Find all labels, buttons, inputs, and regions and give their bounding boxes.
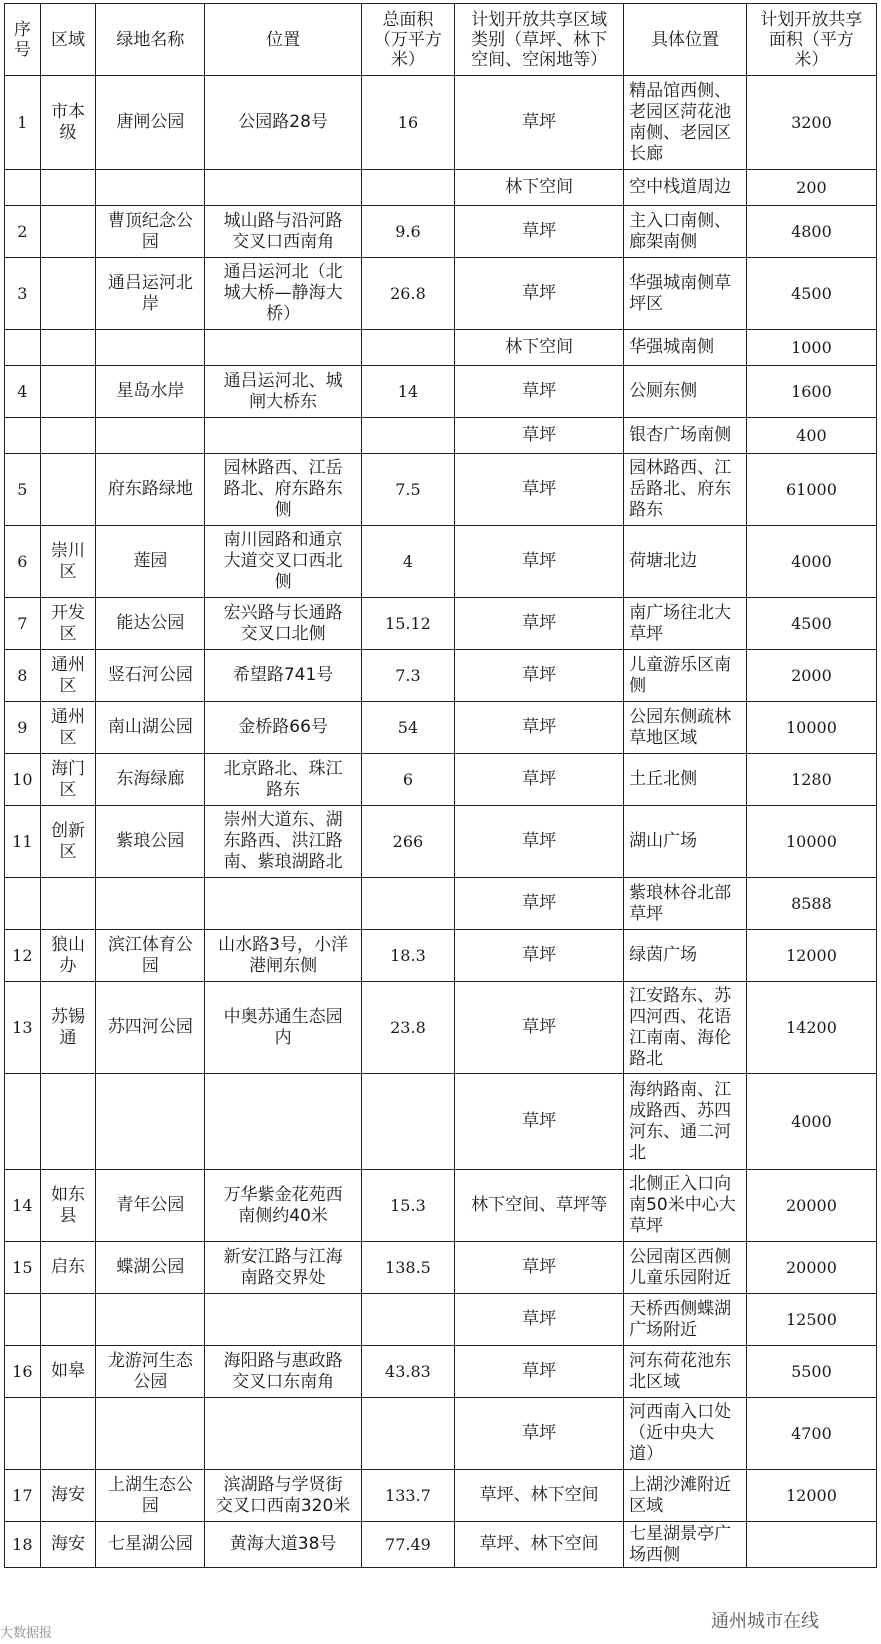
cell-share: 4800 bbox=[746, 206, 876, 258]
cell-area bbox=[361, 1074, 454, 1170]
cell-location: 宏兴路与长通路 交叉口北侧 bbox=[205, 598, 361, 650]
cell-area: 18.3 bbox=[361, 930, 454, 982]
cell-location: 中奥苏通生态园 内 bbox=[205, 982, 361, 1074]
cell-region bbox=[40, 170, 96, 206]
cell-idx: 3 bbox=[5, 258, 41, 330]
cell-spec: 河西南入口处 （近中央大 道） bbox=[624, 1398, 747, 1470]
cell-idx: 18 bbox=[5, 1522, 41, 1568]
cell-share: 12500 bbox=[746, 1294, 876, 1346]
cell-idx: 2 bbox=[5, 206, 41, 258]
cell-location: 北京路北、珠江 路东 bbox=[205, 754, 361, 806]
cell-area bbox=[361, 1294, 454, 1346]
cell-category: 草坪 bbox=[455, 418, 624, 454]
table-row bbox=[5, 258, 877, 330]
cell-area bbox=[361, 330, 454, 366]
table-row bbox=[5, 330, 877, 366]
table-row bbox=[5, 1294, 877, 1346]
cell-name: 七星湖公园 bbox=[96, 1522, 205, 1568]
cell-location bbox=[205, 1294, 361, 1346]
cell-idx: 14 bbox=[5, 1170, 41, 1242]
cell-idx: 13 bbox=[5, 982, 41, 1074]
cell-location bbox=[205, 1398, 361, 1470]
table-row bbox=[5, 454, 877, 526]
cell-location: 通吕运河北、城 闸大桥东 bbox=[205, 366, 361, 418]
table-row bbox=[5, 982, 877, 1074]
cell-region: 海安 bbox=[40, 1470, 96, 1522]
cell-name bbox=[96, 1074, 205, 1170]
cell-area: 26.8 bbox=[361, 258, 454, 330]
cell-idx: 8 bbox=[5, 650, 41, 702]
cell-area: 7.5 bbox=[361, 454, 454, 526]
cell-category: 草坪 bbox=[455, 650, 624, 702]
table-body bbox=[5, 76, 877, 1568]
cell-spec: 江安路东、苏 四河西、花语 江南南、海伦 路北 bbox=[624, 982, 747, 1074]
cell-region: 开发 区 bbox=[40, 598, 96, 650]
cell-idx bbox=[5, 170, 41, 206]
cell-category: 草坪 bbox=[455, 76, 624, 170]
cell-region: 苏锡 通 bbox=[40, 982, 96, 1074]
table-row bbox=[5, 526, 877, 598]
cell-area: 133.7 bbox=[361, 1470, 454, 1522]
table-row bbox=[5, 206, 877, 258]
cell-region: 海安 bbox=[40, 1522, 96, 1568]
cell-share: 20000 bbox=[746, 1242, 876, 1294]
header-category: 计划开放共享区域 类别（草坪、林下 空间、空闲地等） bbox=[455, 4, 624, 76]
cell-area: 16 bbox=[361, 76, 454, 170]
cell-spec: 公园南区西侧 儿童乐园附近 bbox=[624, 1242, 747, 1294]
cell-idx: 15 bbox=[5, 1242, 41, 1294]
cell-area bbox=[361, 170, 454, 206]
cell-share: 4500 bbox=[746, 258, 876, 330]
cell-share: 4500 bbox=[746, 598, 876, 650]
cell-area: 14 bbox=[361, 366, 454, 418]
cell-area: 77.49 bbox=[361, 1522, 454, 1568]
cell-share: 12000 bbox=[746, 930, 876, 982]
cell-category: 草坪 bbox=[455, 754, 624, 806]
cell-spec: 七星湖景亭广 场西侧 bbox=[624, 1522, 747, 1568]
cell-location: 通吕运河北（北 城大桥—静海大 桥） bbox=[205, 258, 361, 330]
cell-spec: 紫琅林谷北部 草坪 bbox=[624, 878, 747, 930]
cell-name: 南山湖公园 bbox=[96, 702, 205, 754]
cell-name bbox=[96, 418, 205, 454]
cell-name bbox=[96, 878, 205, 930]
header-location: 位置 bbox=[205, 4, 361, 76]
cell-name: 东海绿廊 bbox=[96, 754, 205, 806]
cell-name: 上湖生态公 园 bbox=[96, 1470, 205, 1522]
cell-idx: 1 bbox=[5, 76, 41, 170]
cell-idx: 7 bbox=[5, 598, 41, 650]
cell-idx: 10 bbox=[5, 754, 41, 806]
cell-region bbox=[40, 454, 96, 526]
cell-area: 4 bbox=[361, 526, 454, 598]
cell-region bbox=[40, 366, 96, 418]
cell-area: 7.3 bbox=[361, 650, 454, 702]
cell-region bbox=[40, 418, 96, 454]
cell-name bbox=[96, 1294, 205, 1346]
cell-category: 草坪 bbox=[455, 1242, 624, 1294]
cell-area: 15.3 bbox=[361, 1170, 454, 1242]
cell-region: 通州 区 bbox=[40, 650, 96, 702]
cell-category: 草坪 bbox=[455, 930, 624, 982]
cell-idx: 12 bbox=[5, 930, 41, 982]
cell-name: 滨江体育公 园 bbox=[96, 930, 205, 982]
table-row bbox=[5, 170, 877, 206]
cell-name: 曹顶纪念公 园 bbox=[96, 206, 205, 258]
cell-share: 4700 bbox=[746, 1398, 876, 1470]
cell-location bbox=[205, 330, 361, 366]
cell-spec: 公厕东侧 bbox=[624, 366, 747, 418]
cell-idx bbox=[5, 418, 41, 454]
green-space-table bbox=[4, 3, 877, 1568]
cell-category: 草坪 bbox=[455, 1346, 624, 1398]
cell-idx: 16 bbox=[5, 1346, 41, 1398]
cell-region: 启东 bbox=[40, 1242, 96, 1294]
cell-share: 61000 bbox=[746, 454, 876, 526]
cell-area: 54 bbox=[361, 702, 454, 754]
cell-category: 草坪 bbox=[455, 366, 624, 418]
cell-area bbox=[361, 1398, 454, 1470]
cell-idx: 9 bbox=[5, 702, 41, 754]
cell-idx: 5 bbox=[5, 454, 41, 526]
cell-spec: 土丘北侧 bbox=[624, 754, 747, 806]
cell-idx bbox=[5, 1398, 41, 1470]
cell-area: 43.83 bbox=[361, 1346, 454, 1398]
cell-name: 青年公园 bbox=[96, 1170, 205, 1242]
cell-region: 如皋 bbox=[40, 1346, 96, 1398]
cell-share: 4000 bbox=[746, 526, 876, 598]
cell-location: 园林路西、江岳 路北、府东路东 侧 bbox=[205, 454, 361, 526]
table-row bbox=[5, 1242, 877, 1294]
cell-category: 草坪 bbox=[455, 806, 624, 878]
cell-idx: 17 bbox=[5, 1470, 41, 1522]
cell-spec: 南广场往北大 草坪 bbox=[624, 598, 747, 650]
cell-share: 12000 bbox=[746, 1470, 876, 1522]
cell-spec: 绿茵广场 bbox=[624, 930, 747, 982]
cell-name: 蝶湖公园 bbox=[96, 1242, 205, 1294]
table-row bbox=[5, 366, 877, 418]
cell-location bbox=[205, 418, 361, 454]
cell-area bbox=[361, 418, 454, 454]
cell-spec: 公园东侧疏林 草地区域 bbox=[624, 702, 747, 754]
cell-location bbox=[205, 170, 361, 206]
cell-region: 通州 区 bbox=[40, 702, 96, 754]
cell-spec: 上湖沙滩附近 区域 bbox=[624, 1470, 747, 1522]
cell-region bbox=[40, 878, 96, 930]
cell-location: 万华紫金花苑西 南侧约40米 bbox=[205, 1170, 361, 1242]
cell-name bbox=[96, 1398, 205, 1470]
cell-area bbox=[361, 878, 454, 930]
table-row bbox=[5, 1470, 877, 1522]
cell-name: 府东路绿地 bbox=[96, 454, 205, 526]
table-row bbox=[5, 1398, 877, 1470]
cell-area: 9.6 bbox=[361, 206, 454, 258]
cell-share: 1000 bbox=[746, 330, 876, 366]
cell-spec: 湖山广场 bbox=[624, 806, 747, 878]
table-row bbox=[5, 418, 877, 454]
cell-share: 4000 bbox=[746, 1074, 876, 1170]
cell-region: 海门 区 bbox=[40, 754, 96, 806]
watermark: 通州城市在线 bbox=[707, 1606, 823, 1634]
cell-region bbox=[40, 206, 96, 258]
cell-category: 草坪、林下空间 bbox=[455, 1470, 624, 1522]
header-idx: 序 号 bbox=[5, 4, 41, 76]
cell-location: 崇州大道东、湖 东路西、洪江路 南、紫琅湖路北 bbox=[205, 806, 361, 878]
cell-location bbox=[205, 1074, 361, 1170]
cell-region: 市本 级 bbox=[40, 76, 96, 170]
cell-name: 星岛水岸 bbox=[96, 366, 205, 418]
cell-area: 138.5 bbox=[361, 1242, 454, 1294]
table-row bbox=[5, 806, 877, 878]
cell-share: 5500 bbox=[746, 1346, 876, 1398]
cell-spec: 园林路西、江 岳路北、府东 路东 bbox=[624, 454, 747, 526]
cell-spec: 荷塘北边 bbox=[624, 526, 747, 598]
header-area: 总面积 （万平方 米） bbox=[361, 4, 454, 76]
cell-location: 山水路3号，小洋 港闸东侧 bbox=[205, 930, 361, 982]
watermark-logo: 大数据报 bbox=[0, 1626, 53, 1641]
table-row bbox=[5, 598, 877, 650]
table-row bbox=[5, 1074, 877, 1170]
cell-spec: 天桥西侧蝶湖 广场附近 bbox=[624, 1294, 747, 1346]
header-region: 区域 bbox=[40, 4, 96, 76]
cell-idx bbox=[5, 878, 41, 930]
header-name: 绿地名称 bbox=[96, 4, 205, 76]
cell-spec: 精品馆西侧、 老园区菏花池 南侧、老园区 长廊 bbox=[624, 76, 747, 170]
cell-share: 1280 bbox=[746, 754, 876, 806]
cell-spec: 空中栈道周边 bbox=[624, 170, 747, 206]
cell-location bbox=[205, 878, 361, 930]
cell-spec: 主入口南侧、 廊架南侧 bbox=[624, 206, 747, 258]
cell-share: 14200 bbox=[746, 982, 876, 1074]
cell-category: 林下空间、草坪等 bbox=[455, 1170, 624, 1242]
cell-category: 草坪 bbox=[455, 1074, 624, 1170]
cell-name: 苏四河公园 bbox=[96, 982, 205, 1074]
cell-location: 城山路与沿河路 交叉口西南角 bbox=[205, 206, 361, 258]
header-spec: 具体位置 bbox=[624, 4, 747, 76]
cell-area: 23.8 bbox=[361, 982, 454, 1074]
cell-location: 希望路741号 bbox=[205, 650, 361, 702]
cell-share: 1600 bbox=[746, 366, 876, 418]
cell-category: 草坪 bbox=[455, 878, 624, 930]
table-row bbox=[5, 1346, 877, 1398]
cell-spec: 华强城南侧 bbox=[624, 330, 747, 366]
cell-share: 3200 bbox=[746, 76, 876, 170]
cell-spec: 北侧正入口向 南50米中心大 草坪 bbox=[624, 1170, 747, 1242]
table-row bbox=[5, 930, 877, 982]
cell-share: 2000 bbox=[746, 650, 876, 702]
cell-category: 草坪 bbox=[455, 454, 624, 526]
cell-name bbox=[96, 170, 205, 206]
cell-share: 200 bbox=[746, 170, 876, 206]
table-row bbox=[5, 878, 877, 930]
cell-name: 莲园 bbox=[96, 526, 205, 598]
cell-name: 紫琅公园 bbox=[96, 806, 205, 878]
cell-spec: 海纳路南、江 成路西、苏四 河东、通二河 北 bbox=[624, 1074, 747, 1170]
table-row bbox=[5, 76, 877, 170]
cell-share: 10000 bbox=[746, 806, 876, 878]
cell-category: 草坪 bbox=[455, 526, 624, 598]
cell-spec: 银杏广场南侧 bbox=[624, 418, 747, 454]
cell-spec: 华强城南侧草 坪区 bbox=[624, 258, 747, 330]
header-row bbox=[5, 4, 877, 76]
cell-category: 草坪、林下空间 bbox=[455, 1522, 624, 1568]
table-row bbox=[5, 702, 877, 754]
cell-location: 新安江路与江海 南路交界处 bbox=[205, 1242, 361, 1294]
cell-category: 草坪 bbox=[455, 206, 624, 258]
cell-region: 崇川 区 bbox=[40, 526, 96, 598]
cell-category: 草坪 bbox=[455, 258, 624, 330]
cell-category: 草坪 bbox=[455, 702, 624, 754]
cell-share: 400 bbox=[746, 418, 876, 454]
cell-category: 草坪 bbox=[455, 598, 624, 650]
cell-region: 创新 区 bbox=[40, 806, 96, 878]
cell-category: 草坪 bbox=[455, 1294, 624, 1346]
cell-region bbox=[40, 330, 96, 366]
cell-location: 滨湖路与学贤街 交叉口西南320米 bbox=[205, 1470, 361, 1522]
cell-category: 林下空间 bbox=[455, 330, 624, 366]
cell-location: 公园路28号 bbox=[205, 76, 361, 170]
cell-share: 10000 bbox=[746, 702, 876, 754]
cell-location: 金桥路66号 bbox=[205, 702, 361, 754]
cell-location: 海阳路与惠政路 交叉口东南角 bbox=[205, 1346, 361, 1398]
table-row bbox=[5, 1170, 877, 1242]
cell-idx: 4 bbox=[5, 366, 41, 418]
cell-region: 如东 县 bbox=[40, 1170, 96, 1242]
cell-region bbox=[40, 1074, 96, 1170]
cell-idx: 6 bbox=[5, 526, 41, 598]
table-row bbox=[5, 754, 877, 806]
header-share: 计划开放共享 面积（平方 米） bbox=[746, 4, 876, 76]
cell-region bbox=[40, 1294, 96, 1346]
cell-region bbox=[40, 258, 96, 330]
cell-category: 林下空间 bbox=[455, 170, 624, 206]
cell-name: 龙游河生态 公园 bbox=[96, 1346, 205, 1398]
cell-location: 南川园路和通京 大道交叉口西北 侧 bbox=[205, 526, 361, 598]
cell-category: 草坪 bbox=[455, 982, 624, 1074]
cell-location: 黄海大道38号 bbox=[205, 1522, 361, 1568]
cell-area: 266 bbox=[361, 806, 454, 878]
cell-share: 20000 bbox=[746, 1170, 876, 1242]
table-row bbox=[5, 1522, 877, 1568]
cell-area: 6 bbox=[361, 754, 454, 806]
cell-share bbox=[746, 1522, 876, 1568]
cell-spec: 河东荷花池东 北区域 bbox=[624, 1346, 747, 1398]
cell-region: 狼山 办 bbox=[40, 930, 96, 982]
table-page bbox=[4, 3, 877, 1568]
cell-region bbox=[40, 1398, 96, 1470]
cell-name bbox=[96, 330, 205, 366]
table-row bbox=[5, 650, 877, 702]
cell-name: 通吕运河北 岸 bbox=[96, 258, 205, 330]
cell-idx: 11 bbox=[5, 806, 41, 878]
cell-idx bbox=[5, 330, 41, 366]
cell-name: 竖石河公园 bbox=[96, 650, 205, 702]
cell-spec: 儿童游乐区南 侧 bbox=[624, 650, 747, 702]
cell-share: 8588 bbox=[746, 878, 876, 930]
cell-name: 唐闸公园 bbox=[96, 76, 205, 170]
cell-name: 能达公园 bbox=[96, 598, 205, 650]
cell-area: 15.12 bbox=[361, 598, 454, 650]
cell-category: 草坪 bbox=[455, 1398, 624, 1470]
cell-idx bbox=[5, 1294, 41, 1346]
cell-idx bbox=[5, 1074, 41, 1170]
